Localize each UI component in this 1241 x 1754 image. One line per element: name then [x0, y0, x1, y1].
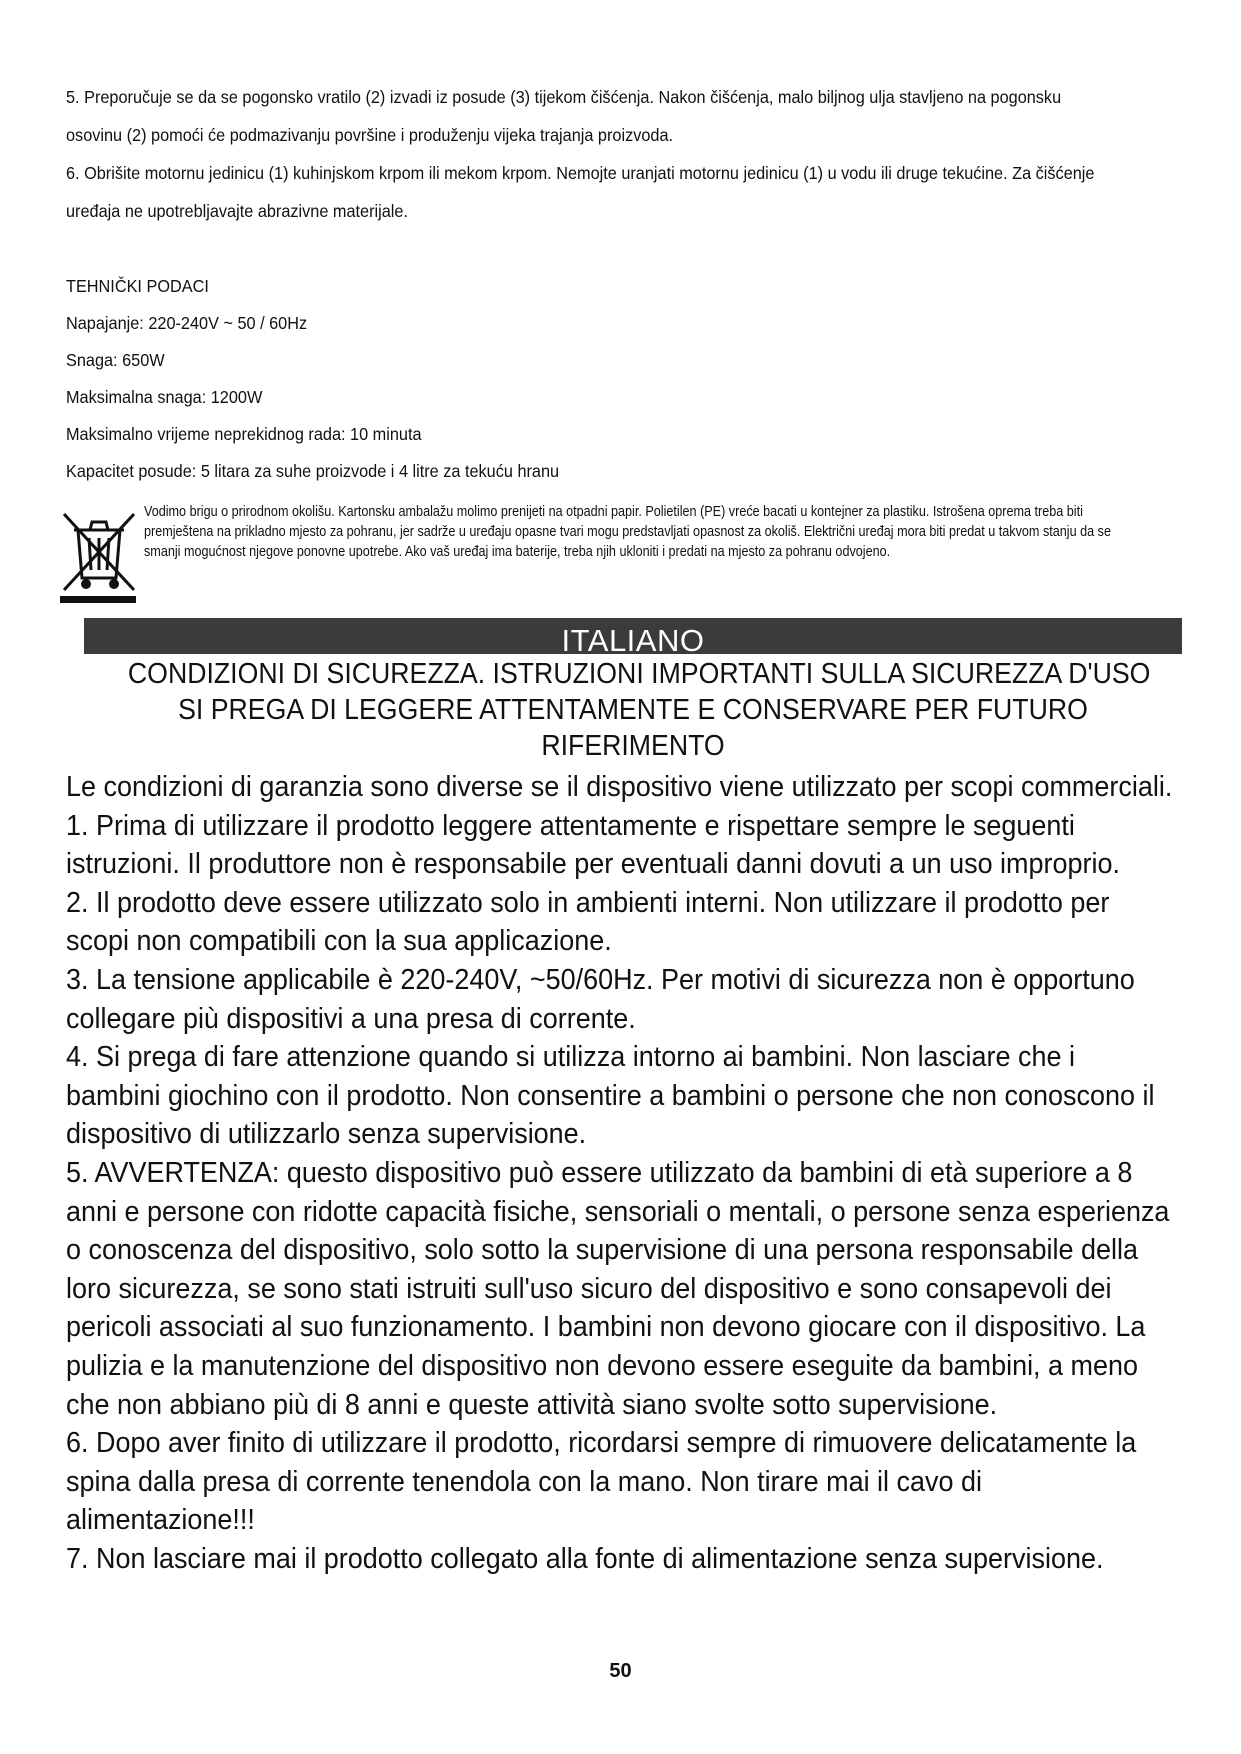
spec-bowl-capacity: Kapacitet posude: 5 litara za suhe proizvode i 4 litre za tekuću hranu: [66, 461, 560, 481]
language-banner: [84, 618, 1182, 654]
cleaning-step-6: 6. Obrišite motornu jedinicu (1) kuhinjskom krpom ili mekom krpom. Nemojte uranjati motornu jedinicu (1) u vodu ili druge tekućine. Za čišćenje uređaja ne upotrebljavajte abrazivne materijale.: [66, 163, 1095, 221]
cleaning-instructions: [66, 78, 1108, 230]
warranty-note: Le condizioni di garanzia sono diverse se il dispositivo viene utilizzato per scopi commerciali.: [66, 771, 1173, 803]
safety-item-7: 7. Non lasciare mai il prodotto collegato alla fonte di alimentazione senza supervisione.: [66, 1542, 1104, 1575]
cleaning-step-5: 5. Preporučuje se da se pogonsko vratilo (2) izvadi iz posude (3) tijekom čišćenja. Nakon čišćenja, malo biljnog ulja stavljeno na pogonsku osovinu (2) pomoći će podmazivanju površine i produženju vijeka trajanja proizvoda.: [66, 87, 1062, 145]
safety-item-2: 2. Il prodotto deve essere utilizzato solo in ambienti interni. Non utilizzare il prodotto per scopi non compatibili con la sua applicazione.: [66, 886, 1110, 958]
spec-power: Snaga: 650W: [66, 350, 165, 370]
safety-heading-line-2: SI PREGA DI LEGGERE ATTENTAMENTE E CONSERVARE PER FUTURO: [178, 694, 1088, 726]
italian-safety-text: [66, 768, 1173, 1578]
technical-data: [66, 268, 559, 490]
safety-heading: [84, 656, 1182, 764]
safety-heading-line-3: RIFERIMENTO: [541, 730, 725, 762]
safety-item-6: 6. Dopo aver finito di utilizzare il prodotto, ricordarsi sempre di rimuovere delicatamente la spina dalla presa di corrente tenendola con la mano. Non tirare mai il cavo di alimentazione!!!: [66, 1427, 1137, 1537]
crossed-out-wheelie-bin-icon: [56, 500, 140, 604]
safety-item-3: 3. La tensione applicabile è 220-240V, ~50/60Hz. Per motivi di sicurezza non è opportuno collegare più dispositivi a una presa di corrente.: [66, 963, 1135, 1035]
safety-heading-line-1: CONDIZIONI DI SICUREZZA. ISTRUZIONI IMPORTANTI SULLA SICUREZZA D'USO: [127, 658, 1151, 690]
spec-max-runtime: Maksimalno vrijeme neprekidnog rada: 10 minuta: [66, 424, 422, 444]
spec-power-supply: Napajanje: 220-240V ~ 50 / 60Hz: [66, 313, 308, 333]
safety-item-5: 5. AVVERTENZA: questo dispositivo può essere utilizzato da bambini di età superiore a 8 anni e persone con ridotte capacità fisiche, sensoriali o mentali, o persone senza esperienza o conoscenza del dispositivo, solo sotto la supervisione di una persona responsabile della loro sicurezza, se sono stati istruiti sull'uso sicuro del dispositivo e sono consapevoli dei pericoli associati al suo funzionamento. I bambini non devono giocare con il dispositivo. La pulizia e la manutenzione del dispositivo non devono essere eseguite da bambini, a meno che non abbiano più di 8 anni e queste attività siano svolte sotto supervisione.: [66, 1156, 1170, 1421]
eco-notice: Vodimo brigu o prirodnom okolišu. Kartonsku ambalažu molimo prenijeti na otpadni papir. Polietilen (PE) vreće bacati u kontejner za plastiku. Istrošena oprema treba biti premještena na prikladno mjesto za pohranu, jer sadrže u uređaju opasne tvari mogu predstavljati opasnost za okoliš. Električni uređaj mora biti predat u takvom stanju da se smanji mogućnost njegove ponovne upotrebe. Ako vaš uređaj ima baterije, treba njih ukloniti i predati na mjesto za pohranu odvojeno.: [144, 504, 1111, 560]
spec-max-power: Maksimalna snaga: 1200W: [66, 387, 263, 407]
technical-data-title: TEHNIČKI PODACI: [66, 276, 209, 296]
safety-item-4: 4. Si prega di fare attenzione quando si utilizza intorno ai bambini. Non lasciare che i bambini giochino con il prodotto. Non consentire a bambini o persone che non conoscono il dispositivo di utilizzarlo senza supervisione.: [66, 1041, 1155, 1151]
page-number: 50: [609, 1660, 632, 1682]
safety-item-1: 1. Prima di utilizzare il prodotto leggere attentamente e rispettare sempre le seguenti istruzioni. Il produttore non è responsabile per eventuali danni dovuti a un uso improprio.: [66, 809, 1120, 881]
language-banner-label: ITALIANO: [561, 623, 705, 654]
